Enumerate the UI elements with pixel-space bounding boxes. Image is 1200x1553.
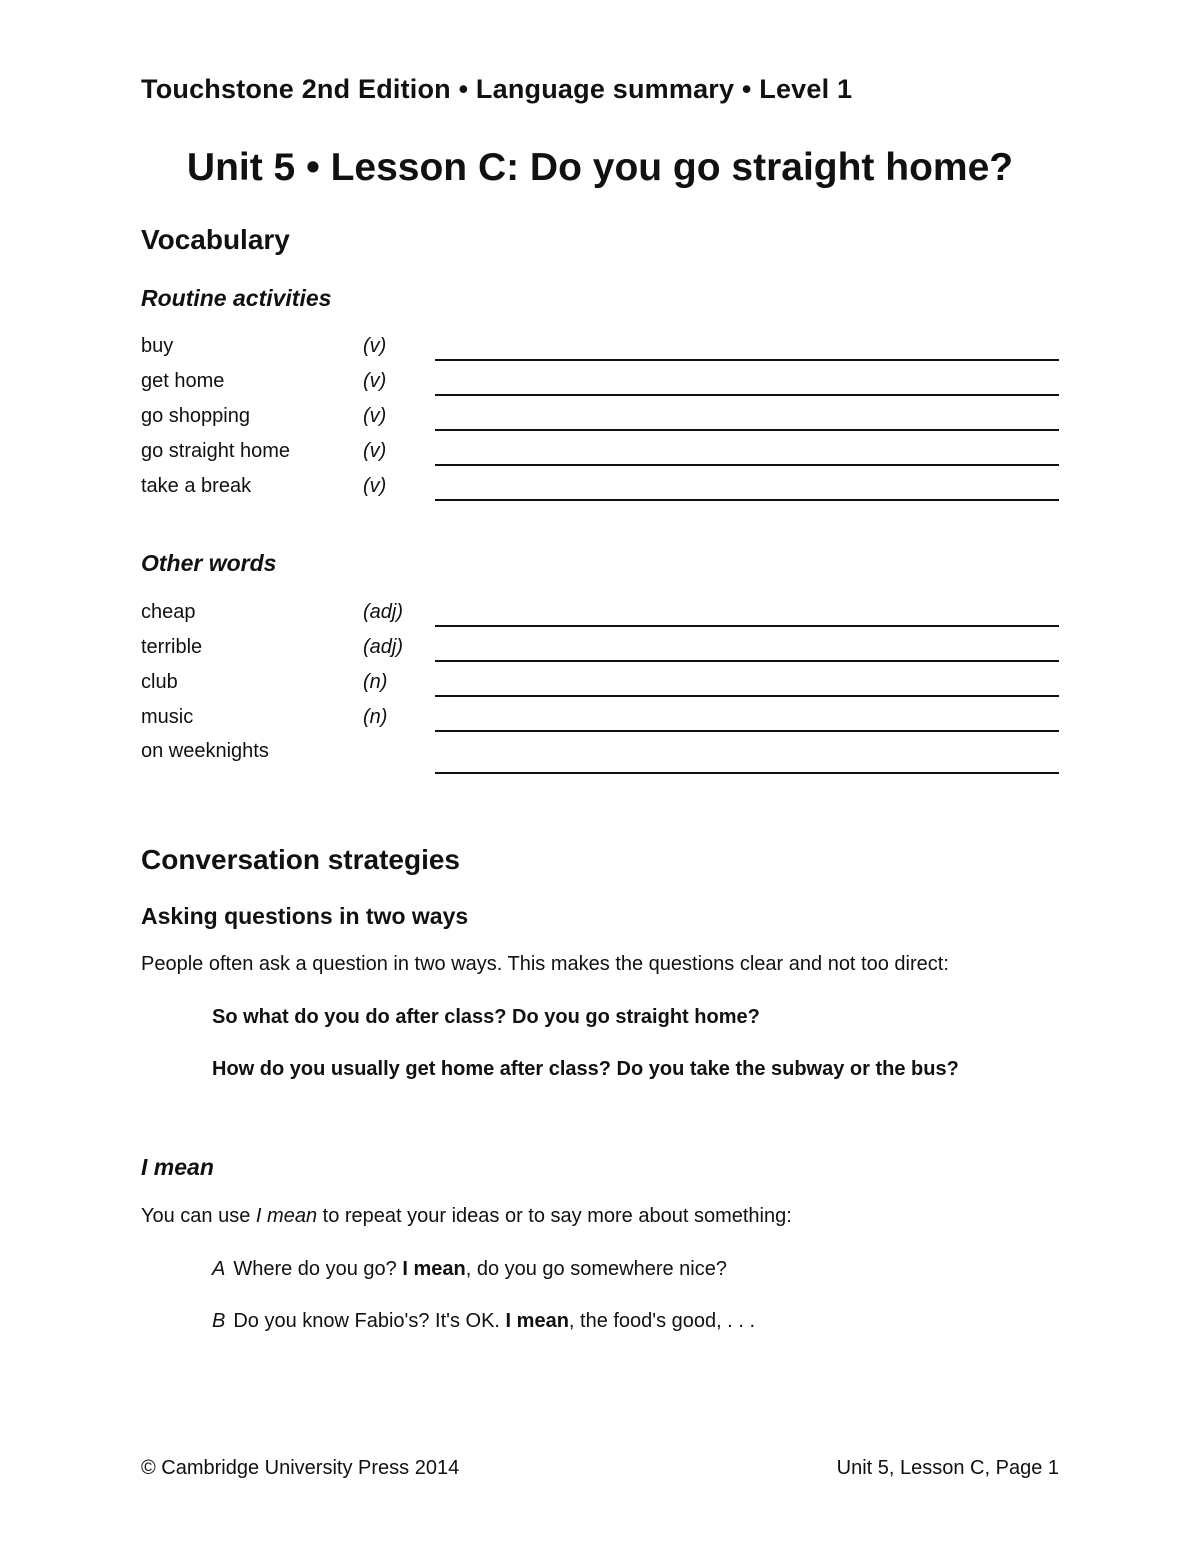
copyright-footer: © Cambridge University Press 2014 (141, 1457, 460, 1479)
vocab-row (141, 405, 1059, 440)
conversation-strategies-heading: Conversation strategies (141, 844, 460, 875)
vocab-row (141, 440, 1059, 475)
write-in-line[interactable] (435, 730, 1059, 732)
write-in-line[interactable] (435, 625, 1059, 627)
dialog-phrase: I mean (505, 1310, 569, 1332)
vocab-word: music (141, 706, 194, 728)
vocab-row (141, 370, 1059, 405)
write-in-line[interactable] (435, 359, 1059, 361)
vocab-part-of-speech: (n) (363, 706, 388, 728)
vocab-word: terrible (141, 636, 203, 658)
dialog-text: , the food's good, . . . (568, 1310, 756, 1332)
vocab-row (141, 671, 1059, 706)
dialog-text: Do you know Fabio's? It's OK. (233, 1310, 506, 1332)
write-in-line[interactable] (435, 695, 1059, 697)
intro-text: to repeat your ideas or to say more about something: (317, 1205, 792, 1227)
vocabulary-heading: Vocabulary (141, 224, 290, 255)
vocab-part-of-speech: (n) (363, 671, 388, 693)
write-in-line[interactable] (435, 394, 1059, 396)
vocab-part-of-speech: (adj) (363, 636, 404, 658)
vocab-word: go straight home (141, 440, 290, 462)
write-in-line[interactable] (435, 660, 1059, 662)
write-in-line[interactable] (435, 499, 1059, 501)
vocab-word: club (141, 671, 178, 693)
write-in-line[interactable] (435, 772, 1059, 774)
asking-questions-heading: Asking questions in two ways (141, 903, 469, 929)
vocab-row (141, 636, 1059, 671)
routine-activities-heading: Routine activities (141, 285, 332, 311)
intro-text: You can use (141, 1205, 256, 1227)
vocab-word: on weeknights (141, 740, 269, 762)
asking-questions-intro: People often ask a question in two ways. This makes the questions clear and not too direct: (141, 953, 949, 975)
vocab-word: cheap (141, 601, 196, 623)
vocab-part-of-speech: (v) (363, 370, 387, 392)
vocab-word: go shopping (141, 405, 250, 427)
vocab-row (141, 601, 1059, 636)
document-header: Touchstone 2nd Edition • Language summary • Level 1 (141, 74, 853, 104)
vocab-part-of-speech: (v) (363, 475, 387, 497)
speaker-label: A (212, 1258, 226, 1280)
other-words-heading: Other words (141, 550, 277, 576)
dialog-line (212, 1258, 727, 1281)
speaker-label: B (212, 1310, 226, 1332)
example-sentence: So what do you do after class? Do you go straight home? (212, 1006, 760, 1028)
i-mean-heading: I mean (141, 1154, 214, 1180)
dialog-phrase: I mean (402, 1258, 466, 1280)
vocab-part-of-speech: (v) (363, 335, 387, 357)
page-number-footer: Unit 5, Lesson C, Page 1 (836, 1457, 1059, 1479)
vocab-row (141, 706, 1059, 741)
vocab-word: take a break (141, 475, 252, 497)
vocab-row (141, 475, 1059, 510)
dialog-text: Where do you go? (233, 1258, 403, 1280)
vocab-word: get home (141, 370, 225, 392)
vocab-part-of-speech: (v) (363, 405, 387, 427)
write-in-line[interactable] (435, 464, 1059, 466)
vocab-part-of-speech: (v) (363, 440, 387, 462)
i-mean-intro (141, 1205, 792, 1228)
dialog-text: , do you go somewhere nice? (465, 1258, 727, 1280)
vocab-row (141, 335, 1059, 370)
vocab-part-of-speech: (adj) (363, 601, 404, 623)
intro-italic-phrase: I mean (255, 1205, 318, 1227)
vocab-row (141, 740, 1059, 775)
vocab-word: buy (141, 335, 174, 357)
write-in-line[interactable] (435, 429, 1059, 431)
page-title: Unit 5 • Lesson C: Do you go straight home? (186, 146, 1014, 189)
example-sentence: How do you usually get home after class? Do you take the subway or the bus? (212, 1058, 959, 1080)
dialog-line (212, 1310, 755, 1333)
